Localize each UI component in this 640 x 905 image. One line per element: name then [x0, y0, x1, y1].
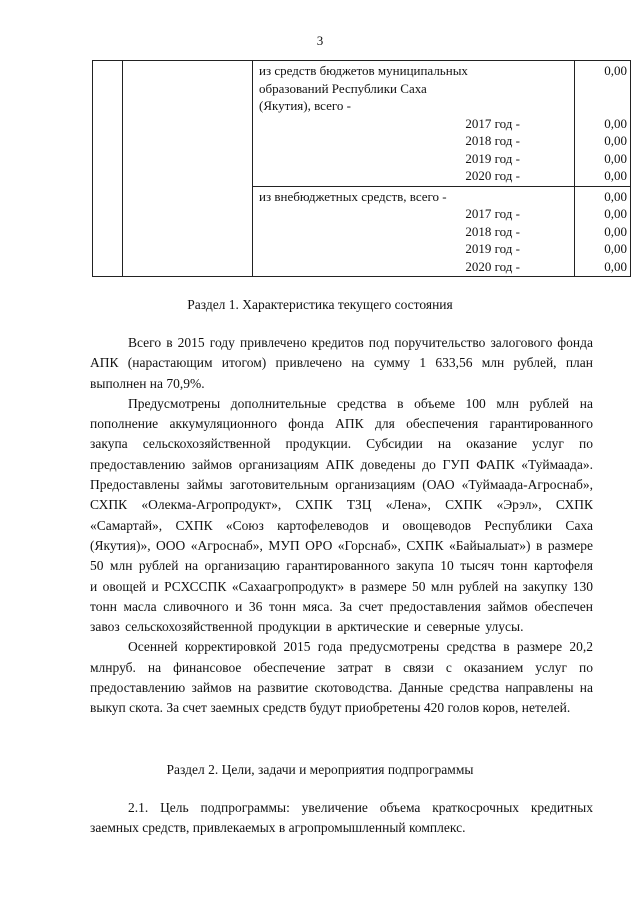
- year-label: 2018 год -: [465, 223, 520, 239]
- year-label: 2020 год -: [465, 168, 520, 183]
- funding-labels-cell: [253, 61, 575, 277]
- municipal-total: 0,00: [604, 63, 627, 78]
- paragraph: Всего в 2015 году привлечено кредитов под поручительство залогового фонда АПК (нарастающим итогом) привлечено на сумму 1 633,56 млн рублей, план выполнен на 70,9%.: [90, 335, 593, 391]
- year-label: 2019 год -: [465, 150, 520, 166]
- page-number: 3: [316, 33, 324, 48]
- table-row: [93, 61, 631, 277]
- year-label: 2017 год -: [465, 115, 520, 131]
- table-cell-empty: [93, 61, 123, 277]
- extrabudgetary-total: 0,00: [604, 188, 627, 204]
- year-value: 0,00: [604, 150, 627, 166]
- year-value: 0,00: [604, 168, 627, 183]
- year-value: 0,00: [604, 133, 627, 148]
- year-value: 0,00: [604, 115, 627, 131]
- municipal-label-line: (Якутия), всего -: [259, 98, 351, 113]
- table-cell-empty: [123, 61, 253, 277]
- year-value: 0,00: [604, 241, 627, 256]
- section1-body: [90, 333, 593, 719]
- year-label: 2020 год -: [465, 258, 520, 274]
- municipal-label-line: из средств бюджетов муниципальных: [259, 63, 468, 78]
- year-value: 0,00: [604, 223, 627, 239]
- section2-body: [90, 798, 593, 839]
- section2-heading: Раздел 2. Цели, задачи и мероприятия подпрограммы: [166, 762, 474, 777]
- municipal-label-line: образований Республики Саха: [259, 80, 427, 96]
- paragraph: 2.1. Цель подпрограммы: увеличение объема краткосрочных кредитных заемных средств, привлекаемых в агропромышленный комплекс.: [90, 800, 593, 836]
- year-label: 2019 год -: [465, 241, 520, 256]
- extrabudgetary-label: из внебюджетных средств, всего -: [259, 188, 447, 204]
- year-value: 0,00: [604, 206, 627, 221]
- year-value: 0,00: [604, 258, 627, 274]
- section1-heading: Раздел 1. Характеристика текущего состояния: [187, 297, 453, 312]
- funding-table: [92, 60, 631, 277]
- year-label: 2017 год -: [465, 206, 520, 221]
- year-label: 2018 год -: [465, 133, 520, 148]
- paragraph: Предусмотрены дополнительные средства в объеме 100 млн рублей на пополнение аккумуляционного фонда АПК для обеспечения гарантированного закупа сельскохозяйственной продукции. Субсидии на оказание услуг по предоставлению займов организациям АПК доведены до ГУП ФАПК «Туймаада». Предоставлены займы заготовительным организациям (ОАО «Туймаада-Агроснаб», СХПК «Олекма-Агропродукт», СХПК ТЗЦ «Лена», СХПК «Эрэл», СХПК «Самартай», СХПК «Союз картофелеводов и овощеводов Республики Саха (Якутия)», ООО «Агроснаб», МУП ОРО «Горснаб», СХПК «Байыалыат») в размере 50 млн рублей на организацию гарантированного закупа 10 тысяч тонн картофеля и овощей и РСХССПК «Сахаагропродукт» в размере 50 млн рублей на закупку 130 тонн масла сливочного и 36 тонн мяса. За счет предоставления займов обеспечен завоз сельскохозяйственной продукции в арктические и северные улусы.: [90, 395, 593, 635]
- funding-values-cell: [575, 61, 631, 277]
- paragraph: Осенней корректировкой 2015 года предусмотрены средства в размере 20,2 млнруб. на финансовое обеспечение затрат в связи с оказанием услуг по предоставлению займов на развитие скотоводства. Данные средства направлены на выкуп скота. За счет заемных средств будут приобретены 420 голов коров, нетелей.: [90, 639, 593, 716]
